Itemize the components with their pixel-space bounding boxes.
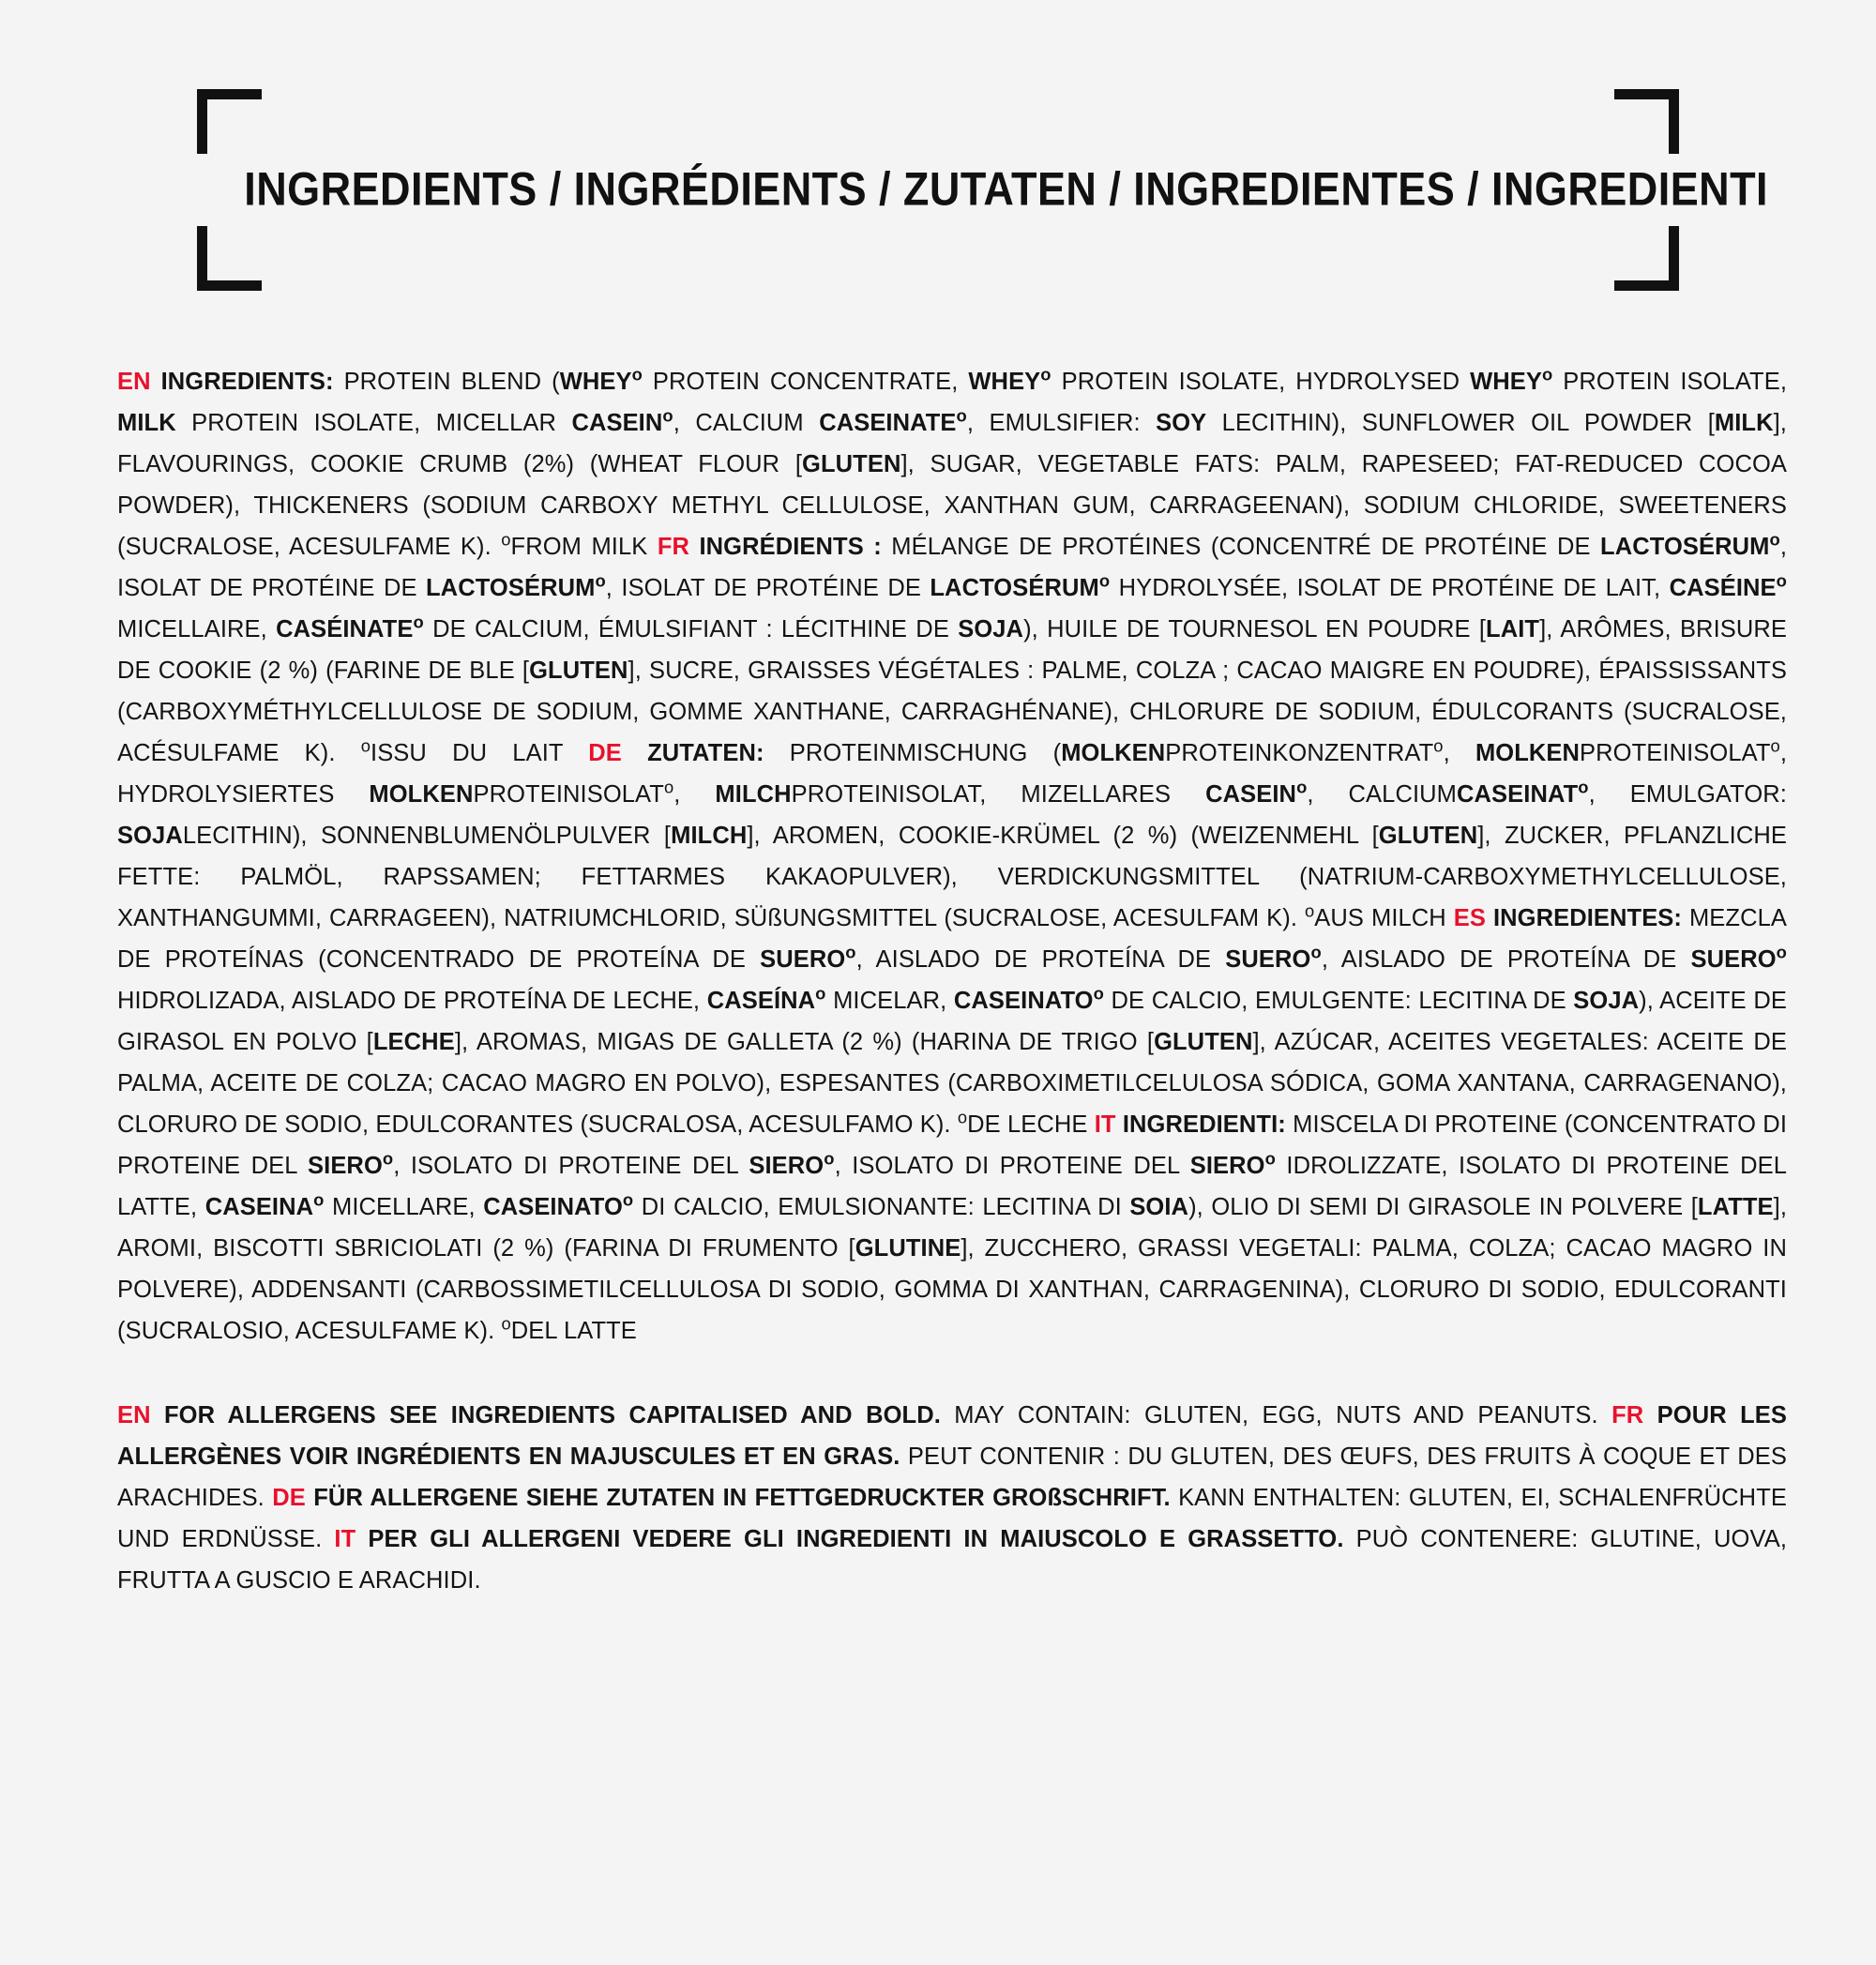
lang-tag-de: DE — [588, 740, 622, 766]
ingredients-heading-fr: INGRÉDIENTS : — [699, 534, 882, 560]
allergen-lang-tag-fr: FR — [1611, 1402, 1644, 1428]
allergen-bold-it: PER GLI ALLERGENI VEDERE GLI INGREDIENTI IN MAIUSCOLO E GRASSETTO. — [368, 1526, 1344, 1552]
allergen-bold-en: FOR ALLERGENS SEE INGREDIENTS CAPITALISED AND BOLD. — [164, 1402, 941, 1428]
bracket-top-left-icon — [197, 89, 262, 154]
ingredients-heading-es: INGREDIENTES: — [1492, 905, 1683, 931]
ingredients-heading-it: INGREDIENTI: — [1122, 1111, 1286, 1138]
lang-tag-en: EN — [117, 369, 151, 395]
ingredients-label-page — [0, 89, 1876, 1965]
lang-tag-fr: FR — [657, 534, 690, 560]
page-title-text: INGREDIENTS / INGRÉDIENTS / ZUTATEN / INGREDIENTES / INGREDIENTI — [244, 162, 1769, 216]
allergen-lang-tag-de: DE — [272, 1485, 306, 1511]
ingredients-text-es: MEZCLA DE PROTEÍNAS (CONCENTRADO DE PROTEÍNA DE SUERO$^o$, AISLADO DE PROTEÍNA DE SUERO$^o$, AISLADO DE PROTEÍNA DE SUERO$^o$ HIDROLIZADA, AISLADO DE PROTEÍNA DE LECHE, CASEÍNA$^o$ MICELAR, CASEINATO$^o$ DE CALCIO, EMULGENTE: LECITINA DE SOJA), ACEITE DE GIRASOL EN POLVO [LECHE], AROMAS, MIGAS DE GALLETA (2 %) (HARINA DE TRIGO [GLUTEN], AZÚCAR, ACEITES VEGETALES: ACEITE DE PALMA, ACEITE DE COLZA; CACAO MAGRO EN POLVO), ESPESANTES (CARBOXIMETILCELULOSA SÓDICA, GOMA XANTANA, CARRAGENANO), CLORURO DE SODIO, EDULCORANTES (SUCRALOSA, ACESULFAMO K). $^o$DE LECHE — [117, 905, 1788, 1138]
lang-tag-it: IT — [1094, 1111, 1116, 1138]
allergen-text-en: MAY CONTAIN: GLUTEN, EGG, NUTS AND PEANUTS. — [954, 1402, 1598, 1428]
ingredients-paragraph — [117, 361, 1787, 1352]
bracket-top-right-icon — [1614, 89, 1679, 154]
ingredients-heading-en: INGREDIENTS: — [160, 369, 334, 395]
allergen-text-de: KANN ENTHALTEN: GLUTEN, EI, SCHALENFRÜCHTE UND ERDNÜSSE. — [117, 1485, 1787, 1552]
allergen-bold-de: FÜR ALLERGENE SIEHE ZUTATEN IN FETTGEDRUCKTER GROßSCHRIFT. — [313, 1485, 1171, 1511]
ingredients-heading-de: ZUTATEN: — [647, 740, 764, 766]
lang-tag-es: ES — [1453, 905, 1486, 931]
bracket-bottom-right-icon — [1614, 226, 1679, 291]
allergen-text-fr: PEUT CONTENIR : DU GLUTEN, DES ŒUFS, DES FRUITS À COQUE ET DES ARACHIDES. — [117, 1444, 1787, 1511]
allergen-text-it: PUÒ CONTENERE: GLUTINE, UOVA, FRUTTA A GUSCIO E ARACHIDI. — [117, 1526, 1788, 1594]
title-block — [159, 89, 1769, 291]
allergen-lang-tag-it: IT — [334, 1526, 356, 1552]
allergens-paragraph — [117, 1395, 1787, 1601]
page-title — [159, 162, 1769, 216]
label-body — [117, 361, 1787, 1601]
bracket-bottom-left-icon — [197, 226, 262, 291]
allergen-bold-fr: POUR LES ALLERGÈNES VOIR INGRÉDIENTS EN MAJUSCULES ET EN GRAS. — [117, 1402, 1788, 1470]
ingredients-text-de: PROTEINMISCHUNG (MOLKENPROTEINKONZENTRAT$^o$, MOLKENPROTEINISOLAT$^o$, HYDROLYSIERTES MOLKENPROTEINISOLAT$^o$, MILCHPROTEINISOLAT, MIZELLARES CASEIN$^o$, CALCIUMCASEINAT$^o$, EMULGATOR: SOJALECITHIN), SONNENBLUMENÖLPULVER [MILCH], AROMEN, COOKIE-KRÜMEL (2 %) (WEIZENMEHL [GLUTEN], ZUCKER, PFLANZLICHE FETTE: PALMÖL, RAPSSAMEN; FETTARMES KAKAOPULVER), VERDICKUNGSMITTEL (NATRIUM-CARBOXYMETHYLCELLULOSE, XANTHANGUMMI, CARRAGEEN), NATRIUMCHLORID, SÜßUNGSMITTEL (SUCRALOSE, ACESULFAM K). $^o$AUS MILCH — [117, 735, 1787, 931]
ingredients-text-en: PROTEIN BLEND (WHEY$^o$ PROTEIN CONCENTRATE, WHEY$^o$ PROTEIN ISOLATE, HYDROLYSED WHEY$^o$ PROTEIN ISOLATE, MILK PROTEIN ISOLATE, MICELLAR CASEIN$^o$, CALCIUM CASEINATE$^o$, EMULSIFIER: SOY LECITHIN), SUNFLOWER OIL POWDER [MILK], FLAVOURINGS, COOKIE CRUMB (2%) (WHEAT FLOUR [GLUTEN], SUGAR, VEGETABLE FATS: PALM, RAPESEED; FAT-REDUCED COCOA POWDER), THICKENERS (SODIUM CARBOXY METHYL CELLULOSE, XANTHAN GUM, CARRAGEENAN), SODIUM CHLORIDE, SWEETENERS (SUCRALOSE, ACESULFAME K). $^o$FROM MILK — [117, 364, 1788, 560]
allergen-lang-tag-en: EN — [117, 1402, 151, 1428]
ingredients-text-fr: MÉLANGE DE PROTÉINES (CONCENTRÉ DE PROTÉINE DE LACTOSÉRUM$^o$, ISOLAT DE PROTÉINE DE LACTOSÉRUM$^o$, ISOLAT DE PROTÉINE DE LACTOSÉRUM$^o$ HYDROLYSÉE, ISOLAT DE PROTÉINE DE LAIT, CASÉINE$^o$ MICELLAIRE, CASÉINATE$^o$ DE CALCIUM, ÉMULSIFIANT : LÉCITHINE DE SOJA), HUILE DE TOURNESOL EN POUDRE [LAIT], ARÔMES, BRISURE DE COOKIE (2 %) (FARINE DE BLE [GLUTEN], SUCRE, GRAISSES VÉGÉTALES : PALME, COLZA ; CACAO MAIGRE EN POUDRE), ÉPAISSISSANTS (CARBOXYMÉTHYLCELLULOSE DE SODIUM, GOMME XANTHANE, CARRAGHÉNANE), CHLORURE DE SODIUM, ÉDULCORANTS (SUCRALOSE, ACÉSULFAME K). $^o$ISSU DU LAIT — [117, 529, 1788, 766]
ingredients-text-it: MISCELA DI PROTEINE (CONCENTRATO DI PROTEINE DEL SIERO$^o$, ISOLATO DI PROTEINE DEL SIERO$^o$, ISOLATO DI PROTEINE DEL SIERO$^o$ IDROLIZZATE, ISOLATO DI PROTEINE DEL LATTE, CASEINA$^o$ MICELLARE, CASEINATO$^o$ DI CALCIO, EMULSIONANTE: LECITINA DI SOIA), OLIO DI SEMI DI GIRASOLE IN POLVERE [LATTE], AROMI, BISCOTTI SBRICIOLATI (2 %) (FARINA DI FRUMENTO [GLUTINE], ZUCCHERO, GRASSI VEGETALI: PALMA, COLZA; CACAO MAGRO IN POLVERE), ADDENSANTI (CARBOSSIMETILCELLULOSA DI SODIO, GOMMA DI XANTHAN, CARRAGENINA), CLORURO DI SODIO, EDULCORANTI (SUCRALOSIO, ACESULFAME K). $^o$DEL LATTE — [117, 1111, 1788, 1344]
